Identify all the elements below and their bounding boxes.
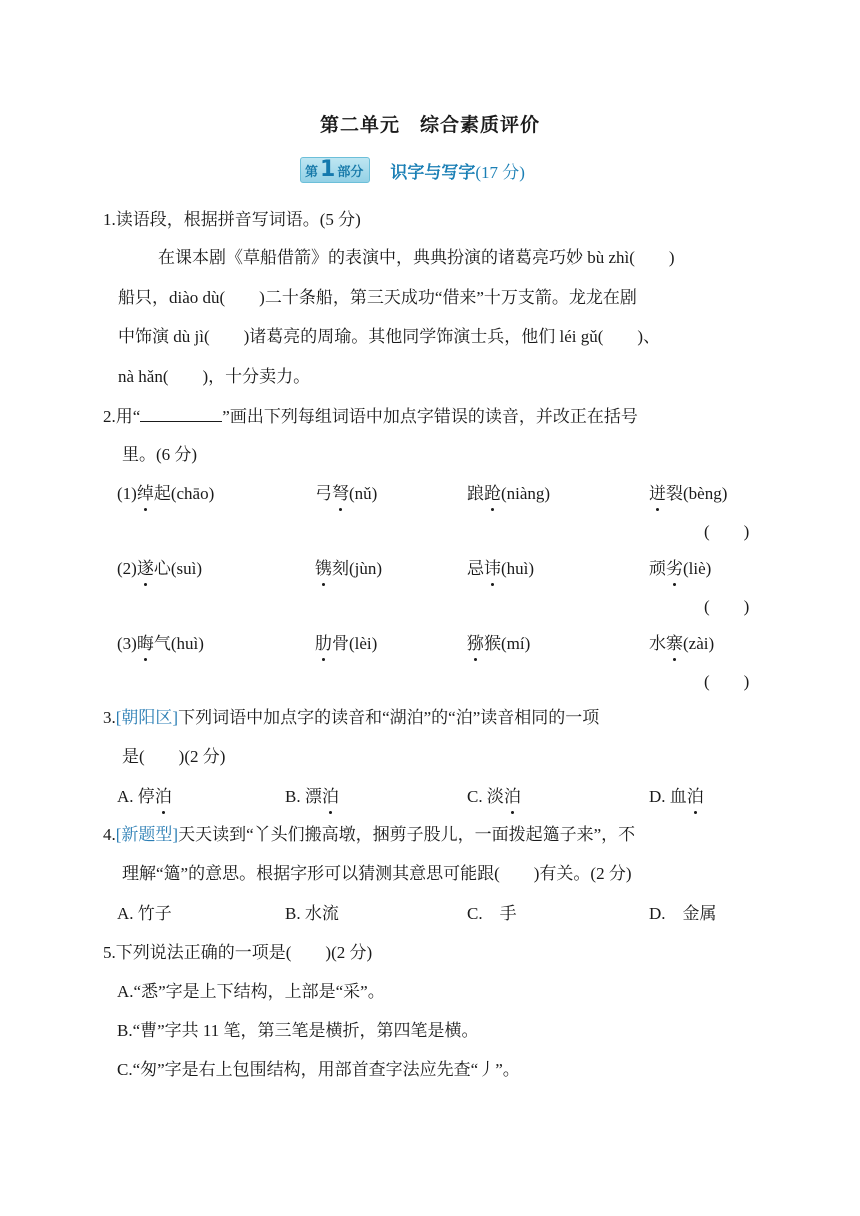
text-segment: (zài) bbox=[683, 634, 715, 653]
q4-stem-line-2: 理解“簻”的意思。根据字形可以猜测其意思可能跟( )有关。(2 分) bbox=[122, 864, 632, 883]
dotted-char: 跄 bbox=[484, 482, 501, 506]
dotted-char: 讳 bbox=[484, 557, 501, 581]
text-segment: 气(huì) bbox=[153, 634, 204, 653]
text-segment: 3. bbox=[103, 708, 116, 727]
dotted-char: 迸 bbox=[649, 482, 666, 506]
text-segment: (niàng) bbox=[501, 484, 551, 503]
q2-row3-item-b bbox=[315, 632, 377, 656]
text-segment: A. 停 bbox=[117, 787, 155, 806]
text-segment: 顽 bbox=[649, 559, 666, 578]
section-header bbox=[300, 156, 525, 184]
dotted-char: 寨 bbox=[666, 632, 683, 656]
q3-source-tag: [朝阳区] bbox=[115, 708, 179, 727]
text-segment: 天天读到“丫头们搬高墩，捆剪子股儿，一面拨起簻子来”，不 bbox=[178, 825, 636, 844]
badge-suffix: 部分 bbox=[337, 164, 364, 180]
q5-stem: 5.下列说法正确的一项是( )(2 分) bbox=[103, 943, 373, 962]
badge-prefix: 第 bbox=[305, 164, 319, 180]
text-segment: 裂(bèng) bbox=[666, 484, 728, 503]
q1-passage-line-4: nà hǎn( )，十分卖力。 bbox=[118, 367, 311, 386]
q2-row3-item-c bbox=[467, 632, 530, 656]
q2-row2-item-b bbox=[315, 557, 382, 581]
q4-option-c: C. 手 bbox=[467, 904, 517, 923]
dotted-char: 泊 bbox=[155, 785, 172, 809]
section-badge bbox=[300, 157, 370, 183]
dotted-char: 泊 bbox=[504, 785, 521, 809]
q2-row1-item-a bbox=[117, 482, 214, 506]
q2-row1-item-c bbox=[467, 482, 550, 506]
q2-row2-item-a bbox=[117, 557, 202, 581]
text-segment: (3) bbox=[117, 634, 137, 653]
text-segment: B. 漂 bbox=[285, 787, 322, 806]
text-segment: 忌 bbox=[467, 559, 484, 578]
q1-passage-line-1: 在课本剧《草船借箭》的表演中，典典扮演的诸葛亮巧妙 bù zhì( ) bbox=[158, 248, 675, 267]
dotted-char: 弩 bbox=[332, 482, 349, 506]
text-segment: 刻(jùn) bbox=[332, 559, 383, 578]
q3-option-a bbox=[117, 785, 172, 809]
q5-option-a: A.“悉”字是上下结构，上部是“采”。 bbox=[117, 982, 385, 1001]
section-points: (17 分) bbox=[475, 162, 525, 182]
q3-option-b bbox=[285, 785, 339, 809]
text-segment: (huì) bbox=[501, 559, 535, 578]
q2-row2-item-c bbox=[467, 557, 534, 581]
q5-option-b: B.“曹”字共 11 笔，第三笔是横折，第四笔是横。 bbox=[117, 1021, 479, 1040]
q4-source-tag: [新题型] bbox=[115, 825, 179, 844]
q4-option-d: D. 金属 bbox=[649, 904, 717, 923]
text-segment: (1) bbox=[117, 484, 137, 503]
page-title: 第二单元 综合素质评价 bbox=[319, 114, 540, 136]
q3-stem-line-1 bbox=[103, 706, 599, 730]
q1-stem: 1.读语段，根据拼音写词语。(5 分) bbox=[103, 210, 361, 229]
text-segment: 心(suì) bbox=[153, 559, 202, 578]
q1-passage-line-3: 中饰演 dù jì( )诸葛亮的周瑜。其他同学饰演士兵，他们 léi gǔ( )、 bbox=[118, 327, 661, 346]
text-segment: C. 淡 bbox=[467, 787, 504, 806]
q2-stem-line-1 bbox=[103, 404, 638, 429]
text-segment: (nǔ) bbox=[349, 484, 378, 503]
text-segment: 4. bbox=[103, 825, 116, 844]
q1-passage-line-2: 船只，diào dù( )二十条船，第三天成功“借来”十万支箭。龙龙在剧 bbox=[118, 288, 637, 307]
dotted-char: 镌 bbox=[315, 557, 332, 581]
dotted-char: 肋 bbox=[315, 632, 332, 656]
q2-row1-item-d bbox=[649, 482, 727, 506]
text-segment: 下列词语中加点字的读音和“湖泊”的“泊”读音相同的一项 bbox=[178, 708, 600, 727]
text-segment: 弓 bbox=[315, 484, 332, 503]
q5-option-c: C.“匆”字是右上包围结构，用部首查字法应先查“丿”。 bbox=[117, 1060, 520, 1079]
q2-row3-item-a bbox=[117, 632, 204, 656]
text-segment: (liè) bbox=[683, 559, 712, 578]
dotted-char: 泊 bbox=[687, 785, 704, 809]
q3-option-c bbox=[467, 785, 521, 809]
section-title bbox=[390, 158, 525, 183]
q2-underline-blank bbox=[140, 404, 222, 422]
dotted-char: 绰 bbox=[137, 482, 154, 506]
text-segment: D. 血 bbox=[649, 787, 687, 806]
q2-row3-item-d bbox=[649, 632, 714, 656]
q4-stem-line-1 bbox=[103, 823, 635, 847]
dotted-char: 遂 bbox=[137, 557, 154, 581]
text-segment: 踉 bbox=[467, 484, 484, 503]
text-segment: 水 bbox=[649, 634, 666, 653]
q2-row2-item-d bbox=[649, 557, 711, 581]
q2-stem-open: 2.用“ bbox=[103, 407, 141, 426]
badge-number: 1 bbox=[320, 157, 336, 182]
q4-option-a: A. 竹子 bbox=[117, 904, 172, 923]
q4-option-b: B. 水流 bbox=[285, 904, 339, 923]
section-title-text: 识字与写字 bbox=[390, 162, 476, 183]
q2-row2-answer-paren: ( ) bbox=[704, 597, 750, 616]
dotted-char: 晦 bbox=[137, 632, 154, 656]
text-segment: (2) bbox=[117, 559, 137, 578]
q2-row1-answer-paren: ( ) bbox=[704, 522, 750, 541]
dotted-char: 劣 bbox=[666, 557, 683, 581]
dotted-char: 泊 bbox=[322, 785, 339, 809]
q2-stem-rest: ”画出下列每组词语中加点字错误的读音，并改正在括号 bbox=[222, 407, 638, 426]
q2-row3-answer-paren: ( ) bbox=[704, 672, 750, 691]
q2-stem-line-2: 里。(6 分) bbox=[122, 445, 198, 464]
q2-row1-item-b bbox=[315, 482, 377, 506]
text-segment: 骨(lèi) bbox=[332, 634, 378, 653]
q3-option-d bbox=[649, 785, 704, 809]
q3-stem-line-2: 是( )(2 分) bbox=[122, 747, 226, 766]
dotted-char: 猕 bbox=[467, 632, 484, 656]
text-segment: 猴(mí) bbox=[484, 634, 531, 653]
text-segment: 起(chāo) bbox=[153, 484, 215, 503]
